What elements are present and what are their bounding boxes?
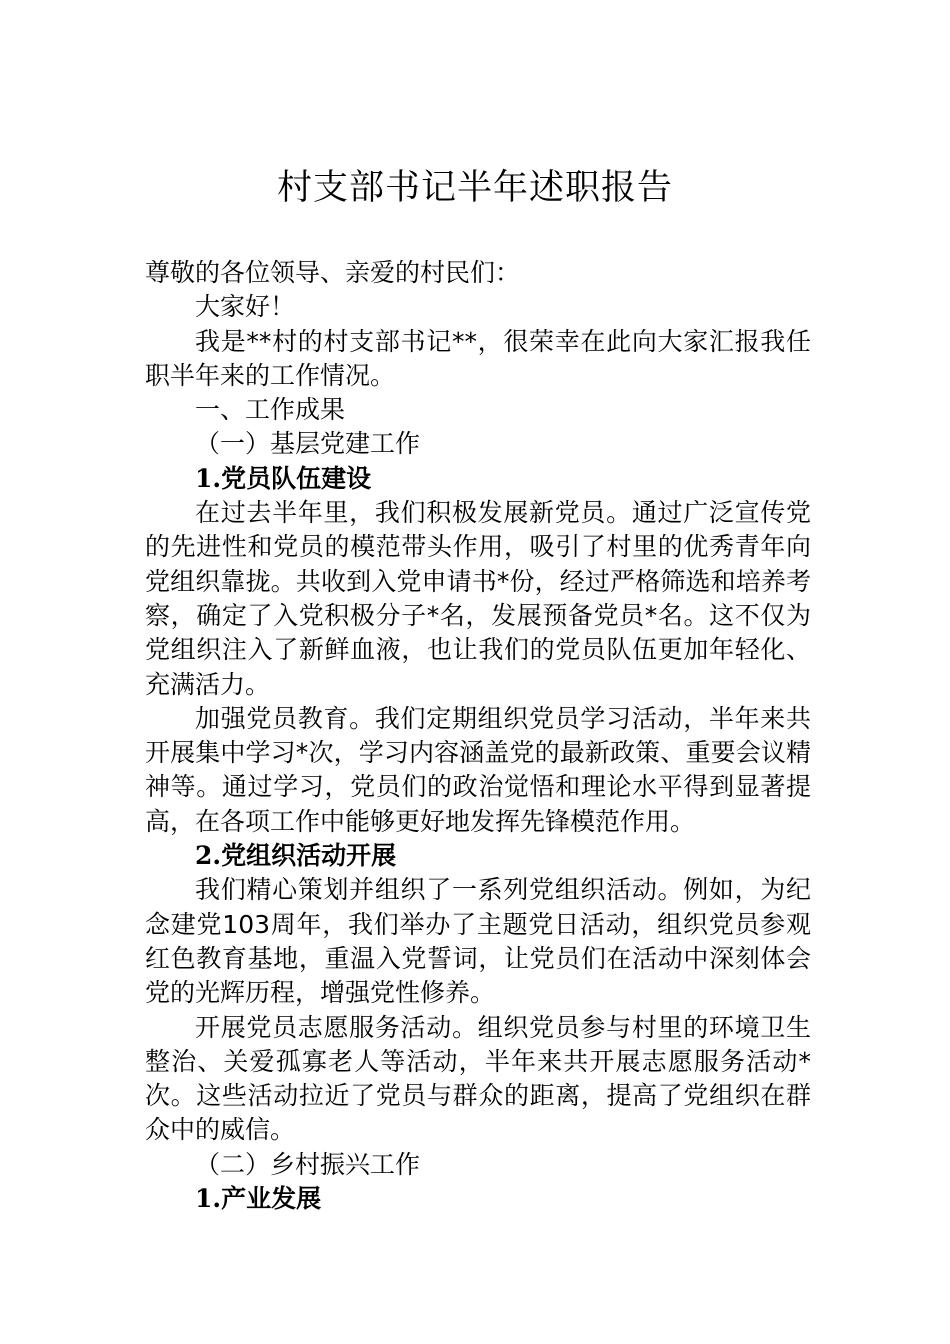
item-heading: 1.党员队伍建设	[195, 463, 372, 493]
salutation: 尊敬的各位领导、亲爱的村民们：	[145, 258, 521, 287]
subsection-heading: （二）乡村振兴工作	[195, 1149, 421, 1179]
document-body	[145, 256, 811, 1216]
document-title: 村支部书记半年述职报告	[276, 168, 673, 208]
paragraph: 加强党员教育。我们定期组织党员学习活动，半年来共开展集中学习*次，学习内容涵盖党的最新政策、重要会议精神等。通过学习，党员们的政治觉悟和理论水平得到显著提高，在各项工作中能够更好地发挥先锋模范作用。	[145, 703, 811, 836]
item-heading: 2.党组织活动开展	[195, 841, 397, 871]
paragraph: 我们精心策划并组织了一系列党组织活动。例如，为纪念建党103周年，我们举办了主题党日活动，组织党员参观红色教育基地，重温入党誓词，让党员们在活动中深刻体会党的光辉历程，增强党性修养。	[145, 875, 811, 1008]
subsection-heading: （一）基层党建工作	[195, 429, 421, 459]
paragraph: 在过去半年里，我们积极发展新党员。通过广泛宣传党的先进性和党员的模范带头作用，吸引了村里的优秀青年向党组织靠拢。共收到入党申请书*份，经过严格筛选和培养考察，确定了入党积极分子*名，发展预备党员*名。这不仅为党组织注入了新鲜血液，也让我们的党员队伍更加年轻化、充满活力。	[145, 498, 811, 699]
intro-paragraph: 我是**村的村支部书记**，很荣幸在此向大家汇报我任职半年来的工作情况。	[145, 326, 811, 390]
paragraph: 开展党员志愿服务活动。组织党员参与村里的环境卫生整治、关爱孤寡老人等活动，半年来共开展志愿服务活动*次。这些活动拉近了党员与群众的距离，提高了党组织在群众中的威信。	[145, 1012, 811, 1145]
section-heading: 一、工作成果	[195, 395, 346, 425]
greeting: 大家好！	[195, 292, 296, 322]
item-heading: 1.产业发展	[195, 1184, 322, 1214]
